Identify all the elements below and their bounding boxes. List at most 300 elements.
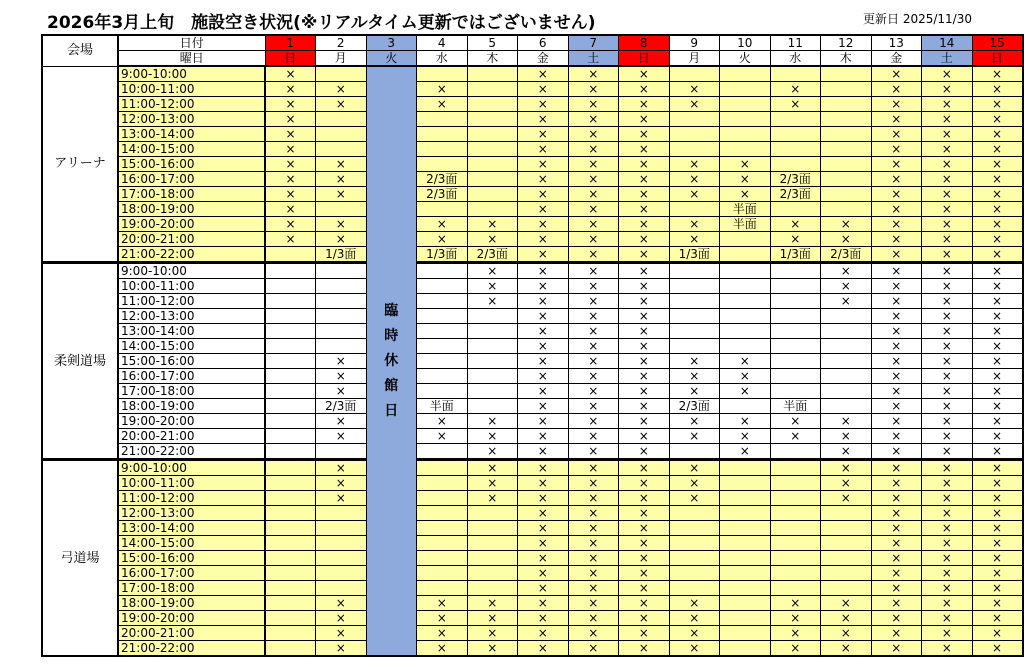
- availability-cell: ×: [922, 97, 973, 112]
- availability-cell: ×: [720, 157, 771, 172]
- availability-cell: ×: [770, 429, 821, 444]
- table-row: [42, 596, 1023, 611]
- availability-cell: ×: [669, 414, 720, 429]
- availability-cell: ×: [467, 626, 518, 641]
- availability-cell: ×: [518, 263, 569, 279]
- venue-name: 弓道場: [42, 460, 118, 657]
- availability-cell: ×: [265, 172, 316, 187]
- table-row: [42, 506, 1023, 521]
- availability-cell: ×: [922, 611, 973, 626]
- time-slot: 19:00-20:00: [118, 611, 265, 626]
- availability-cell: ×: [467, 414, 518, 429]
- day-number: 8: [619, 35, 670, 51]
- availability-cell: ×: [619, 157, 670, 172]
- availability-cell: ×: [720, 444, 771, 460]
- availability-cell: [669, 142, 720, 157]
- venue-header: 会場: [42, 35, 118, 66]
- availability-cell: ×: [619, 217, 670, 232]
- availability-cell: [265, 566, 316, 581]
- availability-cell: ×: [316, 429, 367, 444]
- availability-cell: ×: [922, 157, 973, 172]
- closed-char: 臨: [384, 302, 399, 319]
- availability-cell: ×: [871, 142, 922, 157]
- time-slot: 19:00-20:00: [118, 414, 265, 429]
- availability-cell: ×: [669, 611, 720, 626]
- availability-cell: ×: [669, 82, 720, 97]
- availability-cell: ×: [467, 444, 518, 460]
- availability-cell: ×: [568, 309, 619, 324]
- availability-cell: [720, 112, 771, 127]
- availability-cell: [316, 263, 367, 279]
- availability-cell: ×: [619, 263, 670, 279]
- availability-cell: [417, 66, 468, 82]
- availability-cell: [669, 506, 720, 521]
- availability-cell: ×: [568, 491, 619, 506]
- availability-cell: ×: [619, 414, 670, 429]
- day-weekday: 水: [417, 51, 468, 67]
- availability-cell: [720, 97, 771, 112]
- availability-cell: [417, 279, 468, 294]
- time-slot: 9:00-10:00: [118, 263, 265, 279]
- availability-cell: ×: [568, 384, 619, 399]
- availability-cell: ×: [619, 339, 670, 354]
- availability-cell: ×: [871, 279, 922, 294]
- availability-cell: ×: [871, 172, 922, 187]
- closed-char: 休: [384, 352, 399, 369]
- availability-cell: ×: [922, 66, 973, 82]
- availability-cell: [821, 202, 872, 217]
- availability-cell: [821, 127, 872, 142]
- availability-cell: ×: [619, 369, 670, 384]
- day-number: 5: [467, 35, 518, 51]
- availability-cell: ×: [871, 429, 922, 444]
- availability-cell: ×: [922, 324, 973, 339]
- availability-cell: ×: [518, 476, 569, 491]
- availability-cell: ×: [568, 66, 619, 82]
- availability-cell: [720, 581, 771, 596]
- availability-cell: ×: [871, 476, 922, 491]
- availability-cell: [770, 444, 821, 460]
- availability-cell: ×: [770, 97, 821, 112]
- availability-cell: ×: [568, 611, 619, 626]
- availability-cell: ×: [871, 384, 922, 399]
- time-slot: 13:00-14:00: [118, 324, 265, 339]
- availability-cell: ×: [922, 536, 973, 551]
- availability-cell: [467, 66, 518, 82]
- availability-cell: ×: [972, 279, 1023, 294]
- time-slot: 11:00-12:00: [118, 294, 265, 309]
- availability-cell: ×: [568, 263, 619, 279]
- availability-cell: ×: [821, 294, 872, 309]
- availability-cell: 2/3面: [417, 172, 468, 187]
- time-slot: 10:00-11:00: [118, 82, 265, 97]
- day-number: 11: [770, 35, 821, 51]
- availability-cell: ×: [568, 641, 619, 657]
- availability-cell: [669, 263, 720, 279]
- availability-cell: ×: [922, 187, 973, 202]
- availability-cell: [417, 581, 468, 596]
- availability-cell: [265, 596, 316, 611]
- availability-cell: ×: [871, 294, 922, 309]
- availability-cell: ×: [619, 399, 670, 414]
- availability-cell: ×: [568, 279, 619, 294]
- availability-cell: ×: [619, 506, 670, 521]
- availability-cell: [720, 82, 771, 97]
- availability-cell: ×: [265, 66, 316, 82]
- availability-cell: [720, 324, 771, 339]
- availability-cell: ×: [720, 414, 771, 429]
- table-row: [42, 354, 1023, 369]
- table-row: [42, 66, 1023, 82]
- time-slot: 13:00-14:00: [118, 127, 265, 142]
- time-slot: 12:00-13:00: [118, 112, 265, 127]
- day-weekday: 火: [366, 51, 417, 67]
- availability-cell: [417, 202, 468, 217]
- availability-cell: [669, 324, 720, 339]
- availability-cell: ×: [467, 641, 518, 657]
- availability-cell: ×: [972, 127, 1023, 142]
- availability-cell: ×: [972, 247, 1023, 263]
- table-row: [42, 611, 1023, 626]
- availability-cell: ×: [972, 309, 1023, 324]
- day-weekday: 金: [871, 51, 922, 67]
- availability-cell: ×: [972, 232, 1023, 247]
- availability-cell: 2/3面: [770, 187, 821, 202]
- availability-cell: ×: [518, 172, 569, 187]
- availability-cell: ×: [518, 324, 569, 339]
- day-number: 4: [417, 35, 468, 51]
- availability-cell: ×: [669, 596, 720, 611]
- availability-cell: ×: [518, 217, 569, 232]
- availability-cell: ×: [922, 596, 973, 611]
- availability-cell: ×: [669, 354, 720, 369]
- time-slot: 19:00-20:00: [118, 217, 265, 232]
- day-weekday: 木: [467, 51, 518, 67]
- availability-cell: ×: [821, 263, 872, 279]
- availability-cell: [770, 294, 821, 309]
- availability-cell: [720, 247, 771, 263]
- availability-cell: ×: [922, 626, 973, 641]
- availability-cell: [770, 309, 821, 324]
- time-slot: 18:00-19:00: [118, 596, 265, 611]
- availability-cell: ×: [316, 491, 367, 506]
- availability-cell: ×: [265, 187, 316, 202]
- availability-cell: [316, 551, 367, 566]
- time-slot: 14:00-15:00: [118, 536, 265, 551]
- availability-cell: ×: [568, 247, 619, 263]
- availability-cell: ×: [619, 324, 670, 339]
- availability-cell: [417, 142, 468, 157]
- availability-cell: ×: [518, 566, 569, 581]
- availability-cell: ×: [922, 369, 973, 384]
- availability-cell: [316, 142, 367, 157]
- availability-cell: ×: [568, 626, 619, 641]
- closed-char: 館: [384, 377, 399, 394]
- time-slot: 15:00-16:00: [118, 157, 265, 172]
- availability-cell: ×: [619, 172, 670, 187]
- availability-cell: [417, 157, 468, 172]
- availability-cell: ×: [972, 581, 1023, 596]
- availability-cell: ×: [972, 142, 1023, 157]
- availability-cell: [720, 460, 771, 476]
- time-slot: 12:00-13:00: [118, 309, 265, 324]
- availability-cell: ×: [568, 112, 619, 127]
- availability-cell: ×: [467, 294, 518, 309]
- availability-cell: ×: [871, 641, 922, 657]
- availability-cell: [265, 551, 316, 566]
- availability-cell: ×: [871, 339, 922, 354]
- time-slot: 20:00-21:00: [118, 626, 265, 641]
- availability-cell: 1/3面: [417, 247, 468, 263]
- availability-cell: ×: [770, 82, 821, 97]
- availability-cell: ×: [518, 294, 569, 309]
- availability-cell: ×: [619, 82, 670, 97]
- availability-cell: [265, 263, 316, 279]
- availability-cell: ×: [568, 202, 619, 217]
- availability-cell: ×: [972, 611, 1023, 626]
- availability-cell: [770, 354, 821, 369]
- availability-cell: ×: [669, 491, 720, 506]
- availability-cell: [720, 66, 771, 82]
- availability-cell: [467, 581, 518, 596]
- availability-cell: ×: [972, 324, 1023, 339]
- venue-name: 柔剣道場: [42, 263, 118, 460]
- availability-cell: ×: [669, 429, 720, 444]
- availability-cell: ×: [417, 626, 468, 641]
- table-row: [42, 384, 1023, 399]
- availability-cell: ×: [922, 142, 973, 157]
- availability-cell: ×: [871, 97, 922, 112]
- availability-cell: ×: [316, 187, 367, 202]
- availability-cell: ×: [619, 444, 670, 460]
- availability-cell: ×: [518, 491, 569, 506]
- availability-cell: [720, 641, 771, 657]
- time-slot: 10:00-11:00: [118, 476, 265, 491]
- availability-cell: [770, 202, 821, 217]
- table-row: [42, 187, 1023, 202]
- availability-cell: ×: [467, 476, 518, 491]
- availability-cell: ×: [518, 247, 569, 263]
- availability-cell: 1/3面: [316, 247, 367, 263]
- availability-cell: [467, 506, 518, 521]
- availability-cell: ×: [720, 384, 771, 399]
- availability-cell: [770, 521, 821, 536]
- availability-cell: ×: [972, 354, 1023, 369]
- availability-cell: [265, 384, 316, 399]
- availability-cell: [770, 536, 821, 551]
- availability-cell: 半面: [720, 217, 771, 232]
- availability-cell: [467, 324, 518, 339]
- availability-cell: [821, 309, 872, 324]
- updated-date: 更新日 2025/11/30: [863, 12, 972, 26]
- availability-cell: ×: [619, 491, 670, 506]
- availability-cell: ×: [518, 384, 569, 399]
- availability-cell: ×: [518, 536, 569, 551]
- availability-cell: [467, 202, 518, 217]
- availability-cell: ×: [972, 506, 1023, 521]
- availability-cell: 2/3面: [821, 247, 872, 263]
- availability-cell: ×: [518, 521, 569, 536]
- availability-cell: ×: [518, 369, 569, 384]
- availability-cell: ×: [922, 521, 973, 536]
- availability-cell: ×: [265, 202, 316, 217]
- table-row: [42, 263, 1023, 279]
- time-slot: 20:00-21:00: [118, 429, 265, 444]
- availability-cell: [467, 187, 518, 202]
- availability-cell: ×: [871, 491, 922, 506]
- time-slot: 13:00-14:00: [118, 521, 265, 536]
- availability-cell: [770, 551, 821, 566]
- availability-cell: ×: [417, 82, 468, 97]
- availability-cell: ×: [972, 551, 1023, 566]
- availability-cell: [821, 82, 872, 97]
- day-number: 7: [568, 35, 619, 51]
- availability-cell: ×: [871, 626, 922, 641]
- availability-cell: ×: [518, 127, 569, 142]
- table-row: [42, 82, 1023, 97]
- availability-cell: ×: [316, 460, 367, 476]
- availability-cell: [821, 142, 872, 157]
- availability-cell: [467, 142, 518, 157]
- availability-cell: [669, 309, 720, 324]
- availability-cell: [821, 506, 872, 521]
- availability-cell: ×: [821, 476, 872, 491]
- availability-cell: ×: [821, 444, 872, 460]
- availability-cell: ×: [720, 187, 771, 202]
- time-slot: 21:00-22:00: [118, 444, 265, 460]
- day-number: 3: [366, 35, 417, 51]
- availability-cell: ×: [922, 429, 973, 444]
- availability-cell: [316, 581, 367, 596]
- availability-cell: ×: [871, 232, 922, 247]
- availability-cell: [770, 491, 821, 506]
- availability-cell: ×: [619, 626, 670, 641]
- time-slot: 11:00-12:00: [118, 491, 265, 506]
- availability-cell: [720, 294, 771, 309]
- table-row: [42, 217, 1023, 232]
- availability-cell: [467, 112, 518, 127]
- availability-cell: ×: [669, 232, 720, 247]
- availability-cell: ×: [922, 309, 973, 324]
- availability-cell: [467, 536, 518, 551]
- availability-cell: [265, 506, 316, 521]
- availability-cell: ×: [467, 279, 518, 294]
- availability-cell: [669, 294, 720, 309]
- availability-cell: [821, 112, 872, 127]
- availability-cell: ×: [619, 66, 670, 82]
- availability-cell: [417, 127, 468, 142]
- availability-cell: [770, 581, 821, 596]
- availability-cell: ×: [720, 172, 771, 187]
- availability-cell: ×: [568, 339, 619, 354]
- availability-cell: [316, 127, 367, 142]
- availability-cell: [821, 172, 872, 187]
- availability-cell: [720, 232, 771, 247]
- availability-cell: [265, 309, 316, 324]
- availability-cell: ×: [972, 641, 1023, 657]
- availability-cell: ×: [821, 491, 872, 506]
- availability-cell: ×: [518, 202, 569, 217]
- availability-cell: ×: [922, 384, 973, 399]
- availability-cell: ×: [467, 263, 518, 279]
- availability-cell: ×: [871, 596, 922, 611]
- availability-cell: ×: [871, 217, 922, 232]
- availability-cell: ×: [265, 82, 316, 97]
- availability-cell: ×: [972, 444, 1023, 460]
- availability-cell: ×: [871, 521, 922, 536]
- availability-cell: [821, 97, 872, 112]
- day-number: 12: [821, 35, 872, 51]
- availability-cell: [821, 157, 872, 172]
- availability-cell: [720, 263, 771, 279]
- day-weekday: 日: [619, 51, 670, 67]
- availability-cell: ×: [518, 97, 569, 112]
- time-slot: 21:00-22:00: [118, 641, 265, 657]
- availability-cell: ×: [568, 97, 619, 112]
- availability-cell: ×: [972, 202, 1023, 217]
- availability-cell: [720, 476, 771, 491]
- availability-cell: ×: [467, 596, 518, 611]
- availability-cell: [669, 202, 720, 217]
- time-slot: 17:00-18:00: [118, 581, 265, 596]
- availability-cell: [821, 369, 872, 384]
- availability-cell: ×: [871, 187, 922, 202]
- availability-cell: [467, 127, 518, 142]
- availability-cell: ×: [922, 279, 973, 294]
- availability-cell: [316, 112, 367, 127]
- availability-cell: ×: [770, 611, 821, 626]
- availability-cell: ×: [720, 429, 771, 444]
- availability-cell: [770, 127, 821, 142]
- availability-cell: [467, 309, 518, 324]
- availability-cell: [467, 399, 518, 414]
- availability-cell: [821, 566, 872, 581]
- day-weekday: 土: [922, 51, 973, 67]
- table-row: [42, 247, 1023, 263]
- availability-cell: ×: [922, 339, 973, 354]
- availability-cell: [720, 142, 771, 157]
- availability-cell: [265, 460, 316, 476]
- availability-cell: ×: [972, 521, 1023, 536]
- availability-cell: [669, 566, 720, 581]
- availability-cell: [467, 384, 518, 399]
- availability-cell: [316, 279, 367, 294]
- availability-cell: ×: [669, 369, 720, 384]
- table-row: [42, 566, 1023, 581]
- availability-cell: ×: [922, 263, 973, 279]
- availability-cell: 2/3面: [669, 399, 720, 414]
- availability-cell: [720, 279, 771, 294]
- availability-cell: ×: [568, 476, 619, 491]
- availability-cell: [417, 491, 468, 506]
- availability-cell: ×: [417, 611, 468, 626]
- availability-cell: [770, 112, 821, 127]
- availability-cell: [417, 309, 468, 324]
- availability-cell: ×: [871, 536, 922, 551]
- availability-cell: ×: [922, 491, 973, 506]
- availability-cell: [821, 66, 872, 82]
- time-slot: 18:00-19:00: [118, 202, 265, 217]
- availability-cell: [265, 536, 316, 551]
- availability-cell: ×: [568, 127, 619, 142]
- availability-cell: ×: [871, 202, 922, 217]
- availability-cell: ×: [265, 112, 316, 127]
- availability-cell: [770, 263, 821, 279]
- availability-cell: ×: [316, 611, 367, 626]
- availability-cell: ×: [871, 444, 922, 460]
- availability-cell: ×: [821, 641, 872, 657]
- availability-cell: ×: [619, 521, 670, 536]
